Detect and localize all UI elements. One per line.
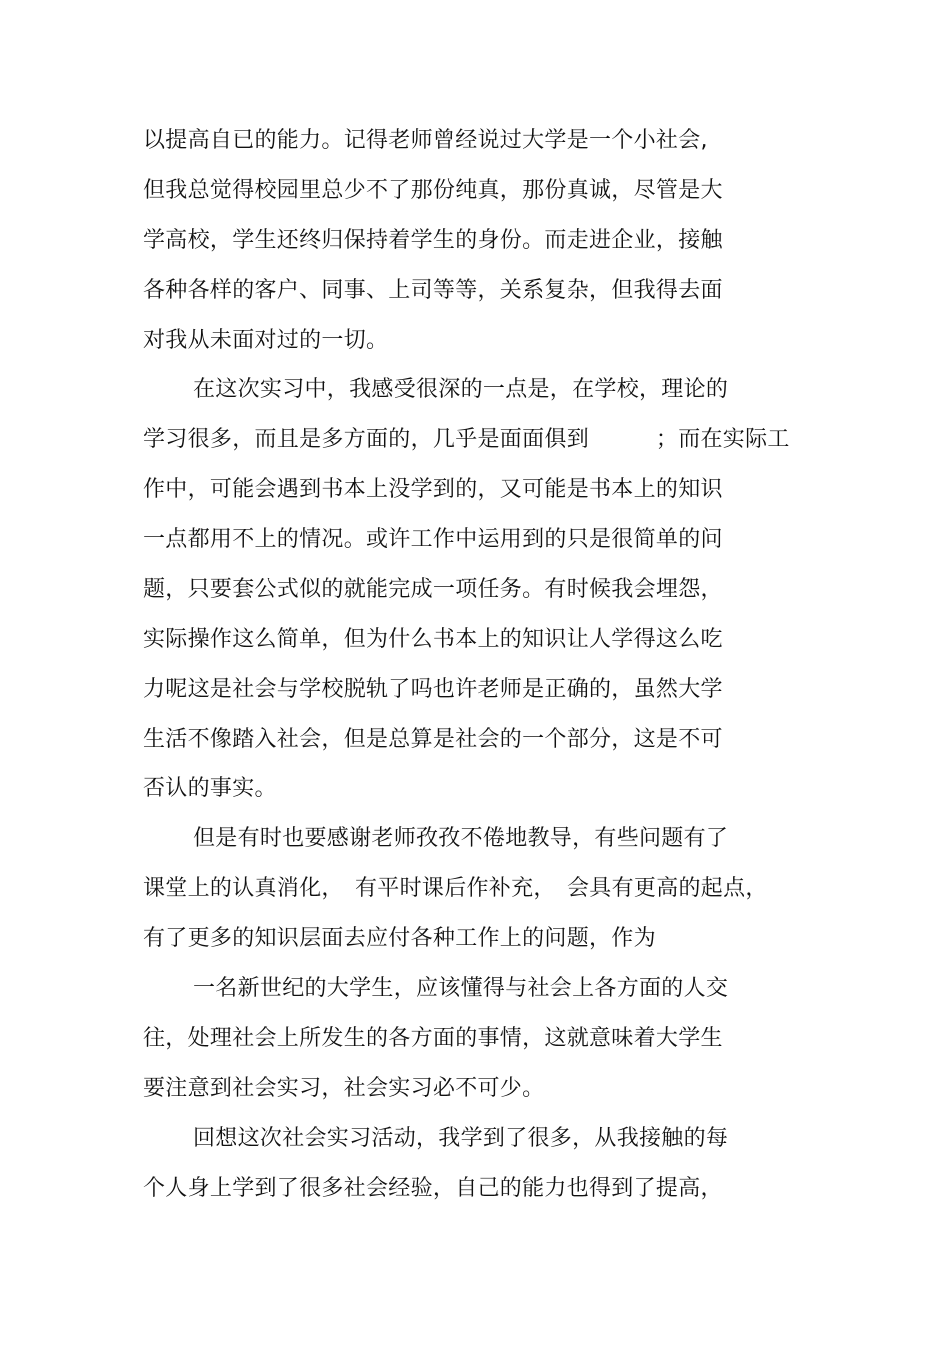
text-line: 课堂上的认真消化， 有平时课后作补充， 会具有更高的起点， (143, 876, 768, 901)
text-line: 以提高自已的能力。记得老师曾经说过大学是一个小社会, (143, 128, 708, 153)
text-line: 各种各样的客户、同事、上司等等，关系复杂，但我得去面 (143, 278, 723, 303)
text-line: 个人身上学到了很多社会经验，自己的能力也得到了提高， (143, 1176, 723, 1201)
text-line: 在这次实习中，我感受很深的一点是，在学校，理论的 (193, 377, 729, 402)
text-line: 但我总觉得校园里总少不了那份纯真，那份真诚，尽管是大 (143, 178, 723, 203)
text-line: 实际操作这么简单，但为什么书本上的知识让人学得这么吃 (143, 627, 723, 652)
text-line: 否认的事实。 (143, 776, 277, 801)
text-line: 一名新世纪的大学生，应该懂得与社会上各方面的人交 (193, 976, 729, 1001)
text-line: 题，只要套公式似的就能完成一项任务。有时候我会埋怨， (143, 577, 723, 602)
text-line: 要注意到社会实习，社会实习必不可少。 (143, 1076, 545, 1101)
text-line: 回想这次社会实习活动，我学到了很多，从我接触的每 (193, 1126, 729, 1151)
text-line: 但是有时也要感谢老师孜孜不倦地教导，有些问题有了 (193, 826, 729, 851)
text-line: 力呢这是社会与学校脱轨了吗也许老师是正确的，虽然大学 (143, 677, 723, 702)
text-line: 往，处理社会上所发生的各方面的事情，这就意味着大学生 (143, 1026, 723, 1051)
text-line: 学习很多，而且是多方面的，几乎是面面俱到 ；而在实际工 (143, 427, 790, 452)
text-line: 学高校，学生还终归保持着学生的身份。而走进企业，接触 (143, 228, 723, 253)
text-line: 一点都用不上的情况。或许工作中运用到的只是很简单的问 (143, 527, 723, 552)
text-line: 生活不像踏入社会，但是总算是社会的一个部分，这是不可 (143, 727, 723, 752)
text-line: 作中，可能会遇到书本上没学到的，又可能是书本上的知识 (143, 477, 723, 502)
text-line: 有了更多的知识层面去应付各种工作上的问题，作为 (143, 926, 656, 951)
text-line: 对我从未面对过的一切。 (143, 328, 389, 353)
